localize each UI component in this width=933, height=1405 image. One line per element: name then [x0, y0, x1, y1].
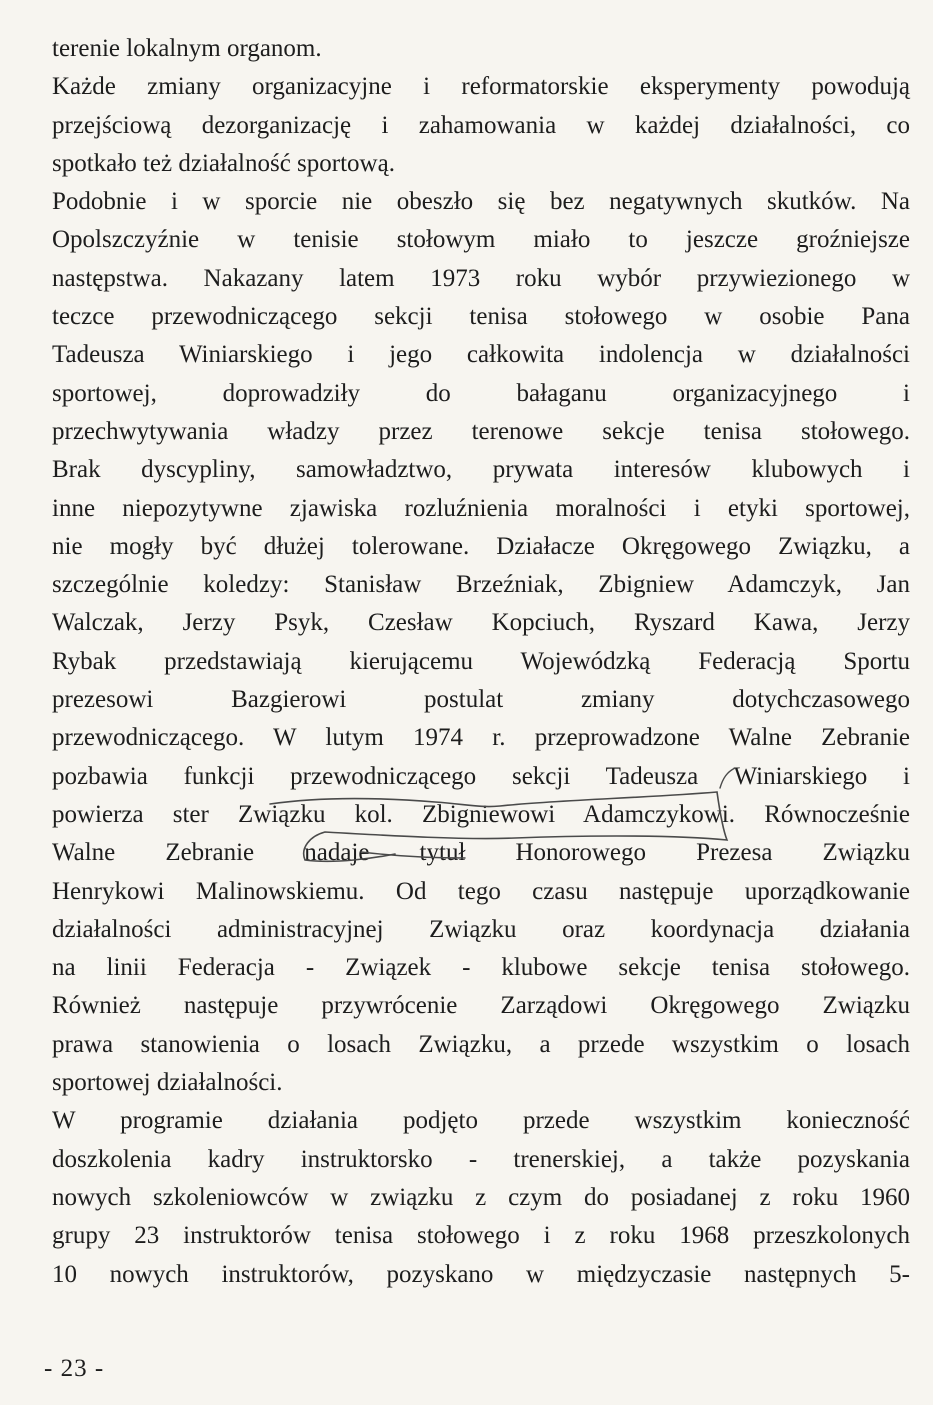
text-line: nie mogły być dłużej tolerowane. Działacze Okręgowego Związku, a [52, 532, 910, 560]
text-line: Podobnie i w sporcie nie obeszło się bez negatywnych skutków. Na [52, 188, 910, 216]
text-line: szczególnie koledzy: Stanisław Brzeźniak, Zbigniew Adamczyk, Jan [52, 571, 910, 599]
text-line: pozbawia funkcji przewodniczącego sekcji Tadeusza Winiarskiego i [52, 762, 910, 790]
text-line: Walne Zebranie nadaje tytuł Honorowego Prezesa Związku [52, 839, 910, 867]
text-line: prawa stanowienia o losach Związku, a przede wszystkim o losach [52, 1030, 910, 1058]
text-line: przejściową dezorganizację i zahamowania w każdej działalności, co [52, 111, 910, 139]
text-line: sportowej, doprowadziły do bałaganu organizacyjnego i [52, 379, 910, 407]
text-line: spotkało też działalność sportową. [52, 149, 395, 177]
text-line: Rybak przedstawiają kierującemu Wojewódzką Federacją Sportu [52, 647, 910, 675]
text-line: sportowej działalności. [52, 1069, 283, 1097]
text-line: powierza ster Związku kol. Zbigniewowi Adamczykowi. Równocześnie [52, 800, 910, 828]
text-line: doszkolenia kadry instruktorsko - trenerskiej, a także pozyskania [52, 1145, 910, 1173]
text-line: nowych szkoleniowców w związku z czym do posiadanej z roku 1960 [52, 1183, 910, 1211]
text-line: inne niepozytywne zjawiska rozluźnienia moralności i etyki sportowej, [52, 494, 910, 522]
text-line: Henrykowi Malinowskiemu. Od tego czasu następuje uporządkowanie [52, 877, 910, 905]
text-line: terenie lokalnym organom. [52, 35, 322, 62]
text-line: Tadeusza Winiarskiego i jego całkowita indolencja w działalności [52, 341, 910, 369]
text-line: grupy 23 instruktorów tenisa stołowego i z roku 1968 przeszkolonych [52, 1222, 910, 1250]
text-line: Również następuje przywrócenie Zarządowi Okręgowego Związku [52, 992, 910, 1020]
text-line: Brak dyscypliny, samowładztwo, prywata interesów klubowych i [52, 456, 910, 484]
text-line: Każde zmiany organizacyjne i reformatorskie eksperymenty powodują [52, 73, 910, 101]
text-line: W programie działania podjęto przede wszystkim konieczność [52, 1107, 910, 1135]
text-line: Walczak, Jerzy Psyk, Czesław Kopciuch, Ryszard Kawa, Jerzy [52, 609, 910, 637]
text-line: prezesowi Bazgierowi postulat zmiany dotychczasowego [52, 686, 910, 714]
body-text [52, 30, 910, 1294]
text-line: przewodniczącego. W lutym 1974 r. przeprowadzone Walne Zebranie [52, 724, 910, 752]
text-line: przechwytywania władzy przez terenowe sekcje tenisa stołowego. [52, 417, 910, 445]
text-line: teczce przewodniczącego sekcji tenisa stołowego w osobie Pana [52, 303, 910, 331]
text-line: na linii Federacja - Związek - klubowe sekcje tenisa stołowego. [52, 954, 910, 982]
text-line: działalności administracyjnej Związku oraz koordynacja działania [52, 915, 910, 943]
text-line: Opolszczyźnie w tenisie stołowym miało to jeszcze groźniejsze [52, 226, 910, 254]
page-number: - 23 - [44, 1355, 105, 1382]
text-line: następstwa. Nakazany latem 1973 roku wybór przywiezionego w [52, 264, 910, 292]
text-line: 10 nowych instruktorów, pozyskano w międzyczasie następnych 5- [52, 1260, 910, 1288]
